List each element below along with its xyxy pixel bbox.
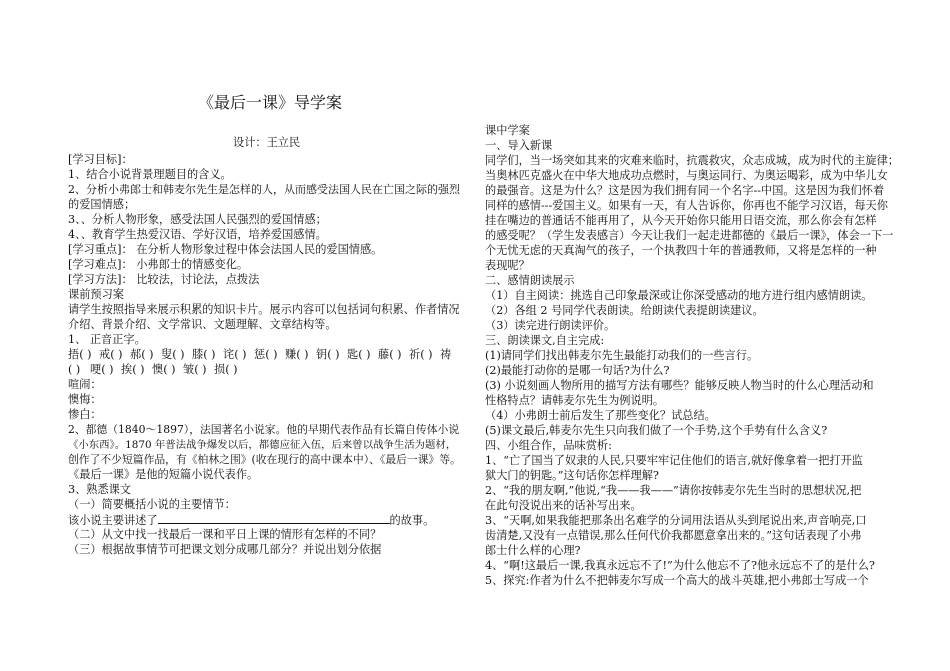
char-blank: 郝( ) [130,348,154,361]
task-1: (1)请同学们找出韩麦尔先生最能打动我们的一些言行。 [485,349,759,362]
analysis-3-line-2: 齿清楚,又没有一点错误,那么任何代价我都愿意拿出来的。”这句话表现了小弗 [485,529,862,542]
char-blank: 哽( ) [90,363,114,376]
task-5: (5)课文最后,韩麦尔先生只向我们做了一个手势,这个手势有什么含义? [485,424,828,437]
analysis-1-line-2: 狱大门的钥匙。”这句话你怎样理解? [485,469,659,482]
char-blank: 捂( ) [68,348,92,361]
question-3: （三）根据故事情节可把课文划分成哪几部分？并说出划分依据 [68,543,382,556]
char-blank: 戒( ) [99,348,123,361]
method: [学习方法]： 比较法，讨论法，点拨法 [68,273,260,286]
analysis-4: 4、“啊!这最后一课,我真永远忘不了!”为什么他忘不了?他永远忘不了的是什么? [485,559,875,572]
intro-line-7: 个无忧无虑的天真淘气的孩子，一个执教四十年的普通教师，又将是怎样的一种 [485,244,877,257]
item-2-line-4: 《最后一课》是他的短篇小说代表作。 [68,468,259,481]
author-line: 设计：王立民 [233,136,301,149]
reading-1: （1）自主阅读：挑选自己印象最深或让你深受感动的地方进行组内感情朗读。 [485,289,873,302]
intro-line-6: 的感受呢？（学生发表感言）今天让我们一起走进都德的《最后一课》，体会一下一 [485,229,894,242]
preview-intro-line-2: 介绍、背景介绍、文学常识、文题理解、文章结构等。 [68,318,337,331]
reading-2: （2）各组 2 号同学代表朗读。给朗读代表提朗读建议。 [485,304,764,317]
intro-line-4: 同样的感情---爱国主义。如果有一天，有人告诉你，你再也不能学习汉语，每天你 [485,199,888,212]
question-2: （二）从文中找一找最后一课和平日上课的情形有怎样的不同？ [68,528,382,541]
analysis-5: 5、探究:作者为什么不把韩麦尔写成一个高大的战斗英雄,把小弗郎士写成一个 [485,574,869,587]
analysis-2-line-2: 在此句没说出来的话补写出来。 [485,499,642,512]
fill-blank[interactable] [158,513,390,524]
question-1: （一）简要概括小说的主要情节： [68,498,236,511]
section-1: 一、导入新课 [485,139,553,152]
fill-suffix: 的故事。 [389,514,435,527]
char-blank: 钥( ) [316,348,340,361]
intro-line-1: 同学们，当一场突如其来的灾难来临时，抗震救灾，众志成城，成为时代的主旋律； [485,154,899,167]
char-blank: 挨( ) [121,363,145,376]
goal-2-line-2: 的爱国情感； [68,198,136,211]
reading-3: （3）读完进行朗读评价。 [485,319,616,332]
goals-heading: [学习目标]： [68,153,133,166]
document-title: 《最后一课》导学案 [198,93,343,112]
char-blank: 赚( ) [285,348,309,361]
goal-1: 1、结合小说背景理题目的含义。 [68,168,232,181]
char-blank: 惩( ) [254,348,278,361]
char-blank: 膝( ) [192,348,216,361]
task-4: （4）小弗朗士前后发生了那些变化？试总结。 [485,409,716,422]
item-2-line-2: 《小东西》。1870 年普法战争爆发以后，都德应征入伍，后来曾以战争生活为题材， [68,439,457,451]
char-blank: 懊( ) [152,363,176,376]
item-1: 1、 正音正字。 [68,333,146,346]
intro-line-5: 挂在嘴边的普通话不能再用了，从今天开始你只能用日语交流，那么你会有怎样 [485,214,877,227]
intro-line-3: 的最强音。这是为什么？这是因为我们拥有同一个名字--中国。这是因为我们怀着 [485,184,885,197]
section-3: 三、朗读课文,自主完成: [485,334,605,347]
difficulty: [学习难点]： 小弗郎士的情感变化。 [68,258,249,271]
goal-4: 4、、教育学生热爱汉语、学好汉语，培养爱国感情。 [68,228,327,241]
char-row-2 [68,363,258,377]
char-blank: 祷 [440,348,452,361]
preview-intro-line-1: 请学生按照指导来展示积累的知识卡片。展示内容可以包括词句积累、作者情况 [68,303,460,316]
char-blank: ( ) [68,363,81,376]
char-blank: 诧( ) [223,348,247,361]
analysis-3-line-3: 郎士什么样的心理? [485,544,581,557]
char-blank: 匙( ) [347,348,371,361]
goal-2-line-1: 2、分析小弗郎士和韩麦尔先生是怎样的人，从而感受法国人民在亡国之际的强烈 [68,183,460,196]
analysis-3-line-1: 3、“天啊,如果我能把那条出名难学的分词用法语从头到尾说出来,声音响亮,口 [485,514,867,527]
word-2: 懊悔： [68,393,102,406]
task-3-line-2: 性格特点？请韩麦尔先生为例说明。 [485,394,665,407]
task-3-line-1: (3) 小说刻画人物所用的描写方法有哪些？能够反映人物当时的什么心理活动和 [485,379,874,392]
preview-heading: 课前预习案 [68,288,124,301]
section-2: 二、感情朗读展示 [485,274,575,287]
char-blank: 祈( ) [409,348,433,361]
analysis-1-line-1: 1、“亡了国当了奴隶的人民,只要牢牢记住他们的语言,就好像拿着一把打开监 [485,454,863,467]
item-2-line-3: 创作了不少短篇作品，有《柏林之围》(收在现行的高中课本中）、《最后一课》等。 [68,453,461,466]
analysis-2-line-1: 2、“我的朋友啊,”他说,“我——我——”请你按韩麦尔先生当时的思想状况,把 [485,484,862,497]
section-4: 四、小组合作，品味赏析: [485,439,612,452]
char-blank: 藤( ) [378,348,402,361]
word-1: 喧闹： [68,378,102,391]
char-row-1 [68,348,454,362]
char-blank: 皱( ) [183,363,207,376]
fill-prefix: 该小说主要讲述了 [68,514,158,527]
intro-line-2: 当奥林匹克盛火在中华大地成功点燃时，与奥运同行、为奥运喝彩，成为中华儿女 [485,169,888,182]
intro-line-8: 表现呢？ [485,259,530,272]
item-3: 3、熟悉课文 [68,483,132,496]
task-2: (2)最能打动你的是哪一句话?为什么? [485,364,670,377]
right-heading: 课中学案 [485,124,530,137]
char-blank: 叟( ) [161,348,185,361]
goal-3: 3、、分析人物形象，感受法国人民强烈的爱国情感； [68,213,327,226]
item-2-line-1: 2、都德（1840～1897），法国著名小说家。他的早期代表作品有长篇自传体小说 [68,423,460,436]
char-blank: 损( ) [214,363,238,376]
question-1-fill [68,513,434,528]
key-point: [学习重点]： 在分析人物形象过程中体会法国人民的爱国情感。 [68,243,383,256]
word-3: 惨白： [68,408,102,421]
